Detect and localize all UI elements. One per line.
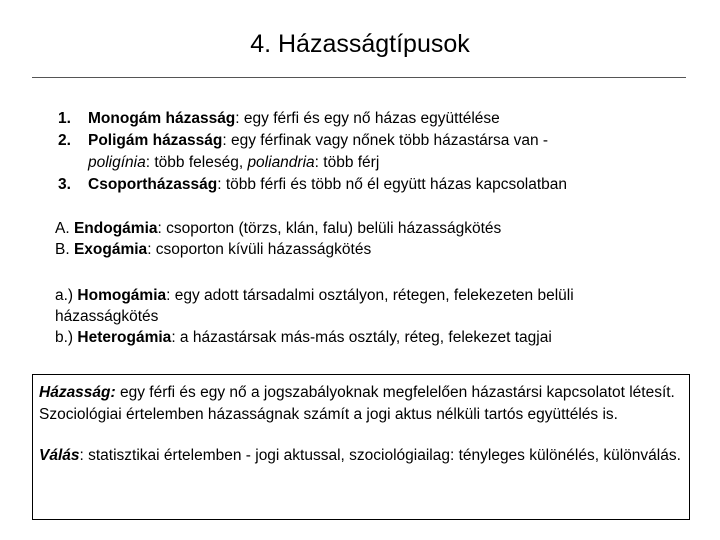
definition: : csoporton kívüli házasságkötés xyxy=(147,241,372,258)
page-title: 4. Házasságtípusok xyxy=(250,30,470,58)
list-prefix: B. xyxy=(55,241,74,258)
list-item xyxy=(55,285,675,327)
list-item xyxy=(58,108,698,130)
subterm: poliandria xyxy=(247,154,315,171)
list-item xyxy=(58,174,698,196)
definition: : egy adott társadalmi osztályon, rétegen, felekezeten belüli házasságkötés xyxy=(55,287,574,325)
term: Házasság: xyxy=(39,384,116,401)
list-number: 3. xyxy=(58,176,71,193)
list-prefix: A. xyxy=(55,220,74,237)
definition-paragraph xyxy=(39,382,683,425)
list-number: 2. xyxy=(58,132,71,149)
endo-exo-list xyxy=(55,218,501,260)
homo-hetero-list xyxy=(55,285,675,348)
definition: egy férfi és egy nő a jogszabályoknak megfelelően házastársi kapcsolatot létesít. Szociológiai értelemben házasságnak számít a jogi aktus nélküli tartós együttélés is. xyxy=(39,384,675,423)
term: Heterogámia xyxy=(77,329,172,346)
list-prefix: a.) xyxy=(55,287,78,304)
definition: : statisztikai értelemben - jogi aktussal, szociológiailag: tényleges különélés, különválás. xyxy=(79,447,681,464)
term: Válás xyxy=(39,447,80,464)
definition: : több férfi és több nő él együtt házas kapcsolatban xyxy=(217,176,568,193)
term: Monogám házasság xyxy=(88,110,236,127)
definition: : egy férfi és egy nő házas együttélése xyxy=(235,110,500,127)
definition: : a házastársak más-más osztály, réteg, felekezet tagjai xyxy=(171,329,552,346)
definition-paragraph xyxy=(39,445,683,467)
list-item xyxy=(55,327,675,348)
list-item xyxy=(55,218,501,239)
definition: : csoporton (törzs, klán, falu) belüli házasságkötés xyxy=(157,220,502,237)
term: Exogámia xyxy=(73,241,148,258)
definitions-box xyxy=(32,374,690,520)
list-number: 1. xyxy=(58,110,71,127)
term: Poligám házasság xyxy=(88,132,223,149)
term: Endogámia xyxy=(73,220,158,237)
definition: : több feleség, xyxy=(145,154,248,171)
list-prefix: b.) xyxy=(55,329,78,346)
definition: : több férj xyxy=(314,154,380,171)
marriage-types-list xyxy=(58,108,698,196)
title-divider xyxy=(32,77,686,78)
list-item xyxy=(58,130,698,174)
definition: : egy férfinak vagy nőnek több házastársa van - xyxy=(222,132,549,149)
list-item xyxy=(55,239,501,260)
term: Csoportházasság xyxy=(88,176,218,193)
term: Homogámia xyxy=(77,287,167,304)
subterm: poligínia xyxy=(88,154,146,171)
